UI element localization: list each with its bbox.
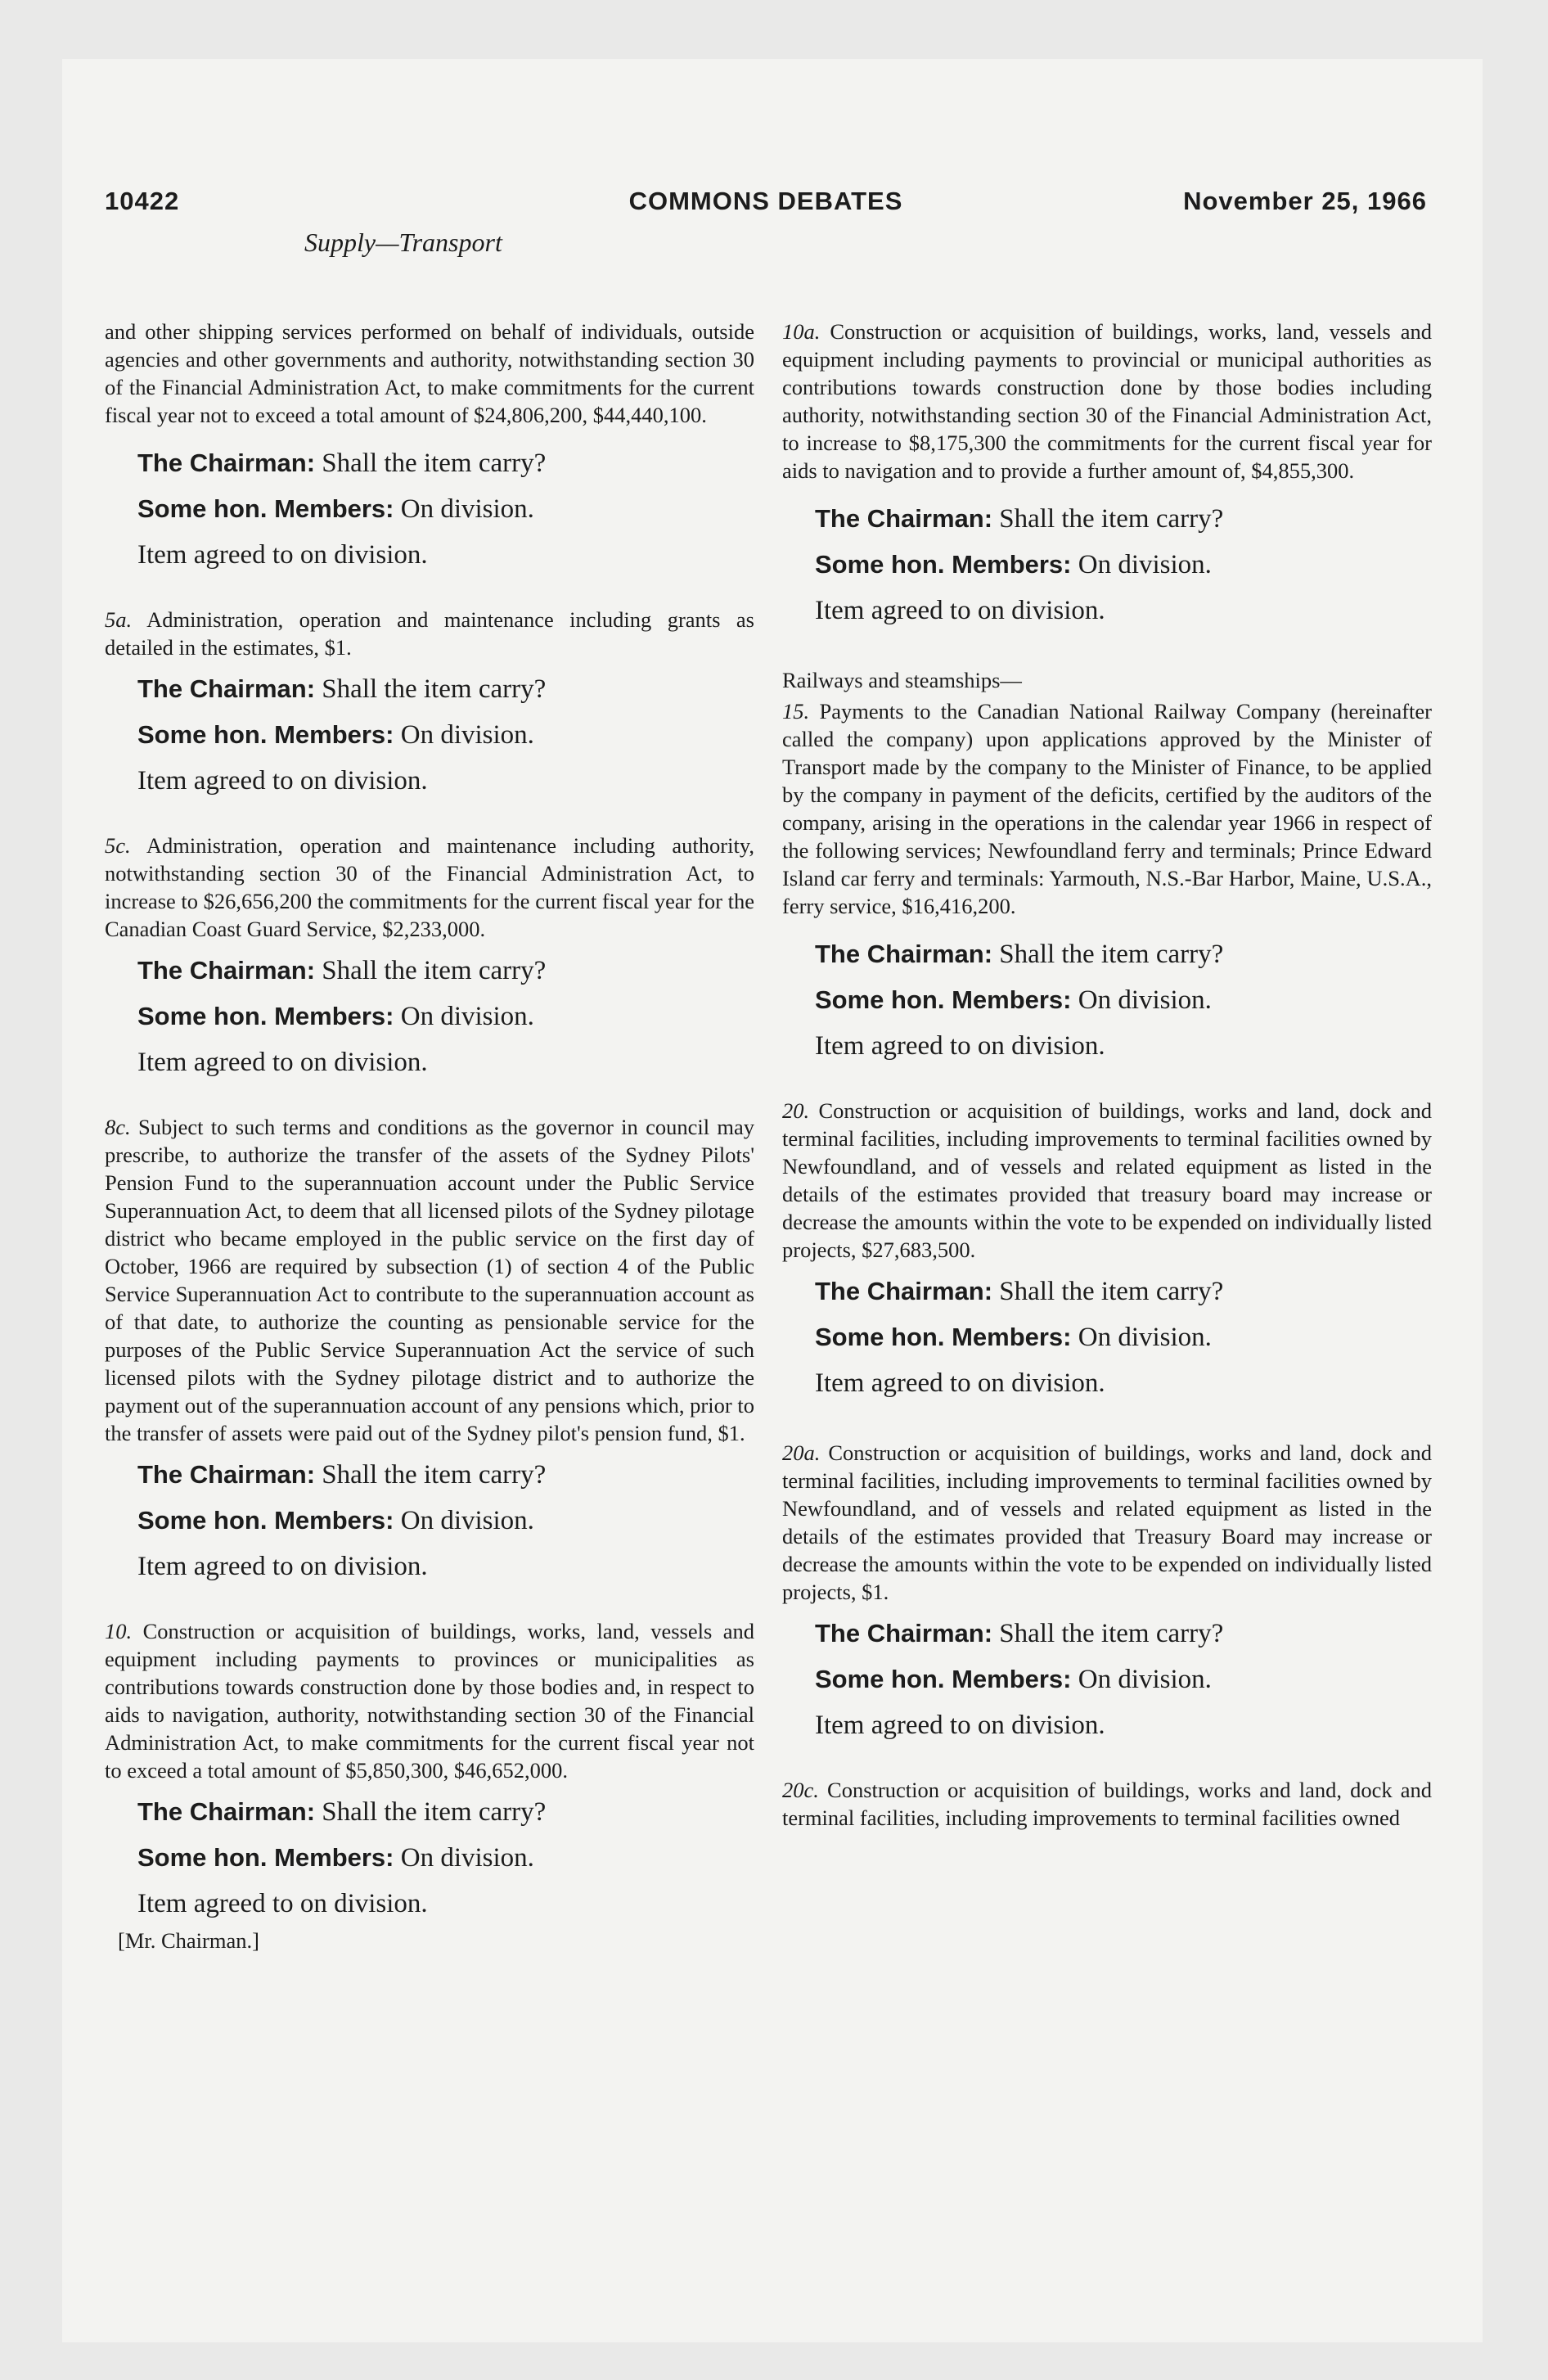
exchange-block [105,948,754,1085]
speaker-members: Some hon. Members: [815,985,1072,1014]
agreed-line: Item agreed to on division. [137,540,428,570]
speaker-chairman: The Chairman: [137,449,316,477]
members-answer: On division. [400,1843,534,1873]
item-text: Payments to the Canadian National Railway Company (hereinafter called the company) upon applications approved by the Minister of Transport made by the company to the Minister of Finance, to be applied by the company in payment of the deficits, certified by the auditors of the company, arising in the operations in the calendar year 1966 in respect of the following services; Newfoundland ferry and terminals; Prince Edward Island car ferry and terminals: Yarmouth, N.S.-Bar Harbor, Maine, U.S.A., ferry service, $16,416,200. [782,699,1433,918]
chairman-line [137,440,754,486]
intro-paragraph: and other shipping services performed on behalf of individuals, outside agencies and other governments and authority, notwithstanding section 30 of the Financial Administration Act, to make commitments for the current fiscal year not to exceed a total amount of $24,806,200, $44,440,100. [105,319,754,427]
publication-date: November 25, 1966 [1183,187,1427,215]
item-text: Construction or acquisition of buildings, works, land, vessels and equipment including payments to provinces or municipalities as contributions towards construction done by those bodies and, in respect to aids to navigation, authority, notwithstanding section 30 of the Financial Administration Act, to make commitments for the current fiscal year not to exceed a total amount of $5,850,300, $46,652,000. [105,1619,754,1783]
item-paragraph [782,1097,1432,1264]
members-line [137,1835,754,1881]
chairman-line [815,1611,1432,1657]
item-paragraph [105,606,754,661]
chairman-question: Shall the item carry? [999,1619,1224,1648]
chairman-question: Shall the item carry? [322,1460,547,1490]
agreed-line: Item agreed to on division. [137,1048,428,1077]
chairman-line [815,931,1432,977]
exchange-block [105,666,754,804]
speaker-chairman: The Chairman: [815,1619,993,1648]
item-paragraph [105,1113,754,1447]
section-subheading: Supply—Transport [304,228,502,257]
item-paragraph [105,832,754,943]
speaker-chairman: The Chairman: [815,940,993,968]
item-paragraph [782,1776,1432,1832]
members-line [815,542,1432,588]
speaker-attribution: [Mr. Chairman.] [118,1928,259,1953]
speaker-members: Some hon. Members: [137,494,394,523]
item-text: Construction or acquisition of buildings, works, land, vessels and equipment including payments to provincial or municipal authorities as contributions towards construction done by those bodies including authority, notwithstanding section 30 of the Financial Administration Act, to increase to $8,175,300 the commitments for the current fiscal year for aids to navigation and to provide a further amount of, $4,855,300. [782,319,1432,483]
chairman-question: Shall the item carry? [999,940,1224,969]
item-text: Construction or acquisition of buildings, works and land, dock and terminal facilities, including improvements to terminal facilities owned by Newfoundland, and of vessels and related equipment as listed in the details of the estimates provided that treasury board may increase or decrease the amounts within the vote to be expended on individually listed projects, $27,683,500. [782,1098,1433,1262]
chairman-line [815,496,1432,542]
item-text: Construction or acquisition of buildings, works and land, dock and terminal facilities, including improvements to terminal facilities owned by Newfoundland, and of vessels and related equipment as listed in the details of the estimates provided that Treasury Board may increase or decrease the amounts within the vote to be expended on individually listed projects, $1. [782,1440,1433,1604]
agreed-line: Item agreed to on division. [815,1711,1105,1740]
item-number: 10a. [782,319,821,344]
chairman-question: Shall the item carry? [322,956,547,985]
speaker-chairman: The Chairman: [137,674,316,703]
item-paragraph [782,1439,1432,1606]
item-paragraph [782,318,1432,485]
members-line [815,1314,1432,1360]
speaker-members: Some hon. Members: [137,1002,394,1030]
chairman-line [137,1789,754,1835]
chairman-line [815,1269,1432,1314]
exchange-block [782,931,1432,1069]
exchange-block [782,496,1432,633]
item-number: 15. [782,699,810,723]
chairman-question: Shall the item carry? [999,504,1224,534]
exchange-block [105,1452,754,1589]
chairman-line [137,948,754,994]
speaker-chairman: The Chairman: [137,1460,316,1489]
speaker-members: Some hon. Members: [815,550,1072,579]
item-text: Construction or acquisition of buildings, works and land, dock and terminal facilities, including improvements to terminal facilities owned [782,1778,1433,1830]
chairman-question: Shall the item carry? [322,449,547,478]
members-line [137,712,754,758]
item-number: 20a. [782,1440,821,1465]
exchange-block [105,440,754,578]
speaker-chairman: The Chairman: [815,504,993,533]
agreed-line: Item agreed to on division. [137,1889,428,1918]
agreed-line: Item agreed to on division. [815,596,1105,625]
item-number: 10. [105,1619,133,1643]
speaker-members: Some hon. Members: [815,1323,1072,1351]
members-line [137,994,754,1039]
item-text: Administration, operation and maintenance including grants as detailed in the estimates, $1. [105,607,754,660]
members-line [815,1657,1432,1702]
exchange-block [105,1789,754,1927]
chairman-question: Shall the item carry? [322,1797,547,1827]
speaker-members: Some hon. Members: [137,720,394,749]
chairman-question: Shall the item carry? [322,674,547,704]
speaker-chairman: The Chairman: [815,1277,993,1305]
document-page [62,59,1483,2342]
right-column [782,260,1432,1832]
agreed-line: Item agreed to on division. [815,1031,1105,1061]
agreed-line: Item agreed to on division. [815,1368,1105,1398]
agreed-line: Item agreed to on division. [137,1552,428,1581]
agreed-line: Item agreed to on division. [137,766,428,796]
exchange-block [782,1269,1432,1406]
members-answer: On division. [1078,1323,1212,1352]
members-answer: On division. [400,720,534,750]
item-number: 20c. [782,1778,819,1802]
item-text: Administration, operation and maintenance including authority, notwithstanding section 30 of the Financial Administration Act, to increase to $26,656,200 the commitments for the current fiscal year for the Canadian Coast Guard Service, $2,233,000. [105,833,755,941]
item-text: Subject to such terms and conditions as the governor in council may prescribe, to authorize the transfer of the assets of the Sydney Pilots' Pension Fund to the superannuation account under the Public Service Superannuation Act, to deem that all licensed pilots of the Sydney pilotage district who became employed in the public service on the first day of October, 1966 are required by subsection (1) of section 4 of the Public Service Superannuation Act to contribute to the superannuation account as of that date, to authorize the counting as pensionable service for the purposes of the Public Service Superannuation Act the service of such licensed pilots with the Sydney pilotage district and to authorize the payment out of the superannuation account of any pensions which, prior to the transfer of assets were paid out of the Sydney pilot's pension fund, $1. [105,1115,755,1445]
chairman-line [137,666,754,712]
item-paragraph [782,697,1432,920]
members-answer: On division. [400,1002,534,1031]
item-number: 5a. [105,607,133,632]
item-number: 5c. [105,833,131,858]
members-line [815,977,1432,1023]
members-line [137,1498,754,1544]
members-answer: On division. [1078,985,1212,1015]
exchange-block [782,1611,1432,1748]
chairman-question: Shall the item carry? [999,1277,1224,1306]
speaker-members: Some hon. Members: [137,1843,394,1872]
item-number: 20. [782,1098,810,1123]
speaker-chairman: The Chairman: [137,1797,316,1826]
speaker-members: Some hon. Members: [137,1506,394,1535]
item-paragraph [105,1617,754,1784]
members-answer: On division. [1078,550,1212,579]
members-answer: On division. [400,494,534,524]
members-answer: On division. [400,1506,534,1535]
page-number: 10422 [105,187,180,215]
chairman-line [137,1452,754,1498]
left-column [105,260,754,1954]
members-answer: On division. [1078,1665,1212,1694]
item-number: 8c. [105,1115,131,1139]
speaker-chairman: The Chairman: [137,956,316,985]
publication-title: COMMONS DEBATES [628,187,903,215]
members-line [137,486,754,532]
section-heading: Railways and steamships— [782,668,1022,692]
page-header [105,187,1427,223]
speaker-members: Some hon. Members: [815,1665,1072,1693]
